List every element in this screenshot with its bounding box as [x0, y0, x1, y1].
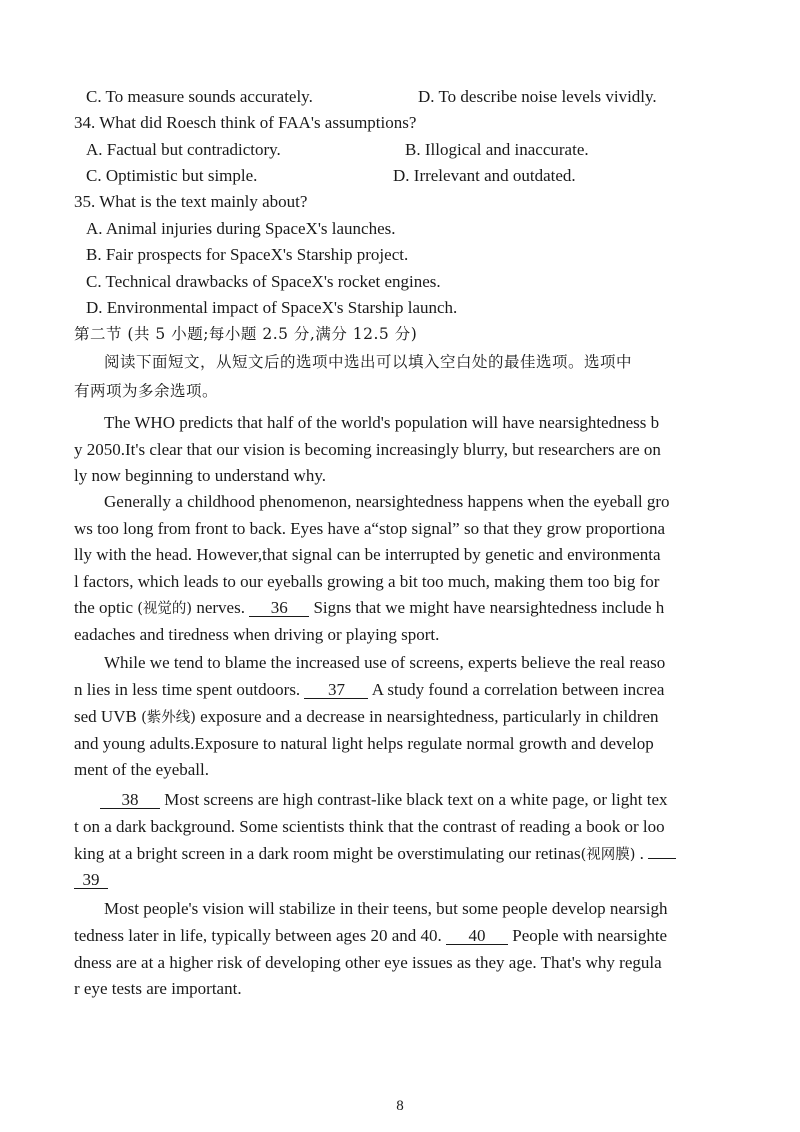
p5-line4: r eye tests are important. [74, 979, 242, 998]
p5-line1: Most people's vision will stabilize in their teens, but some people develop nearsigh [104, 899, 668, 918]
p2-line6: eadaches and tiredness when driving or playing sport. [74, 625, 440, 644]
p1-line2: y 2050.It's clear that our vision is becoming increasingly blurry, but researchers are on [74, 440, 661, 459]
p3-line1: While we tend to blame the increased use of screens, experts believe the real reaso [104, 653, 666, 672]
p2-line3: lly with the head. However,that signal can be interrupted by genetic and environmenta [74, 545, 661, 564]
q35-option-c: C. Technical drawbacks of SpaceX's rocket engines. [86, 272, 441, 291]
p2-line5: the optic (视觉的) nerves. 36 Signs that we might have nearsightedness include h [74, 598, 665, 617]
blank-40[interactable]: 40 [446, 927, 508, 945]
p2-line1: Generally a childhood phenomenon, nearsightedness happens when the eyeball gro [104, 492, 670, 511]
q34-stem: 34. What did Roesch think of FAA's assumptions? [74, 113, 417, 132]
section-instruction-line1: 阅读下面短文，从短文后的选项中选出可以填入空白处的最佳选项。选项中 [104, 353, 633, 371]
page-number: 8 [396, 1098, 404, 1114]
p2-line2: ws too long from front to back. Eyes have a“stop signal” so that they grow proportiona [74, 519, 666, 538]
q34-option-d: D. Irrelevant and outdated. [393, 166, 576, 185]
q33-option-c: C. To measure sounds accurately. [86, 87, 313, 106]
blank-37[interactable]: 37 [304, 681, 368, 699]
p3-line2: n lies in less time spent outdoors. 37 A study found a correlation between increa [74, 680, 665, 699]
q33-option-d: D. To describe noise levels vividly. [418, 87, 657, 106]
section-heading: 第二节 (共 5 小题;每小题 2.5 分,满分 12.5 分) [74, 325, 418, 343]
p4-line2: t on a dark background. Some scientists think that the contrast of reading a book or loo [74, 817, 665, 836]
q34-option-a: A. Factual but contradictory. [86, 140, 281, 159]
p3-line5: ment of the eyeball. [74, 760, 210, 779]
q35-option-d: D. Environmental impact of SpaceX's Starship launch. [86, 298, 458, 317]
p2-line4: l factors, which leads to our eyeballs growing a bit too much, making them too big for [74, 572, 660, 591]
p4-line4 [74, 870, 108, 890]
p3-line4: and young adults.Exposure to natural light helps regulate normal growth and develop [74, 734, 654, 753]
q35-option-a: A. Animal injuries during SpaceX's launches. [86, 219, 396, 238]
p5-line3: dness are at a higher risk of developing other eye issues as they age. That's why regula [74, 953, 662, 972]
q34-option-b: B. Illogical and inaccurate. [405, 140, 589, 159]
p4-line1: 38 Most screens are high contrast-like black text on a white page, or light tex [100, 790, 668, 810]
blank-39-lead[interactable] [648, 858, 676, 859]
section-instruction-line2: 有两项为多余选项。 [74, 382, 219, 400]
p3-line3: sed UVB (紫外线) exposure and a decrease in nearsightedness, particularly in children [74, 707, 659, 726]
blank-38[interactable]: 38 [100, 791, 160, 809]
q35-stem: 35. What is the text mainly about? [74, 192, 308, 211]
blank-36[interactable]: 36 [249, 599, 309, 617]
p4-line3: king at a bright screen in a dark room might be overstimulating our retinas(视网膜) . [74, 844, 676, 865]
p5-line2: tedness later in life, typically between ages 20 and 40. 40 People with nearsighte [74, 926, 668, 945]
p1-line3: ly now beginning to understand why. [74, 466, 326, 485]
q35-option-b: B. Fair prospects for SpaceX's Starship project. [86, 245, 409, 264]
p1-line1: The WHO predicts that half of the world's population will have nearsightedness b [104, 413, 660, 432]
blank-39[interactable]: 39 [74, 871, 108, 889]
q34-option-c: C. Optimistic but simple. [86, 166, 258, 185]
